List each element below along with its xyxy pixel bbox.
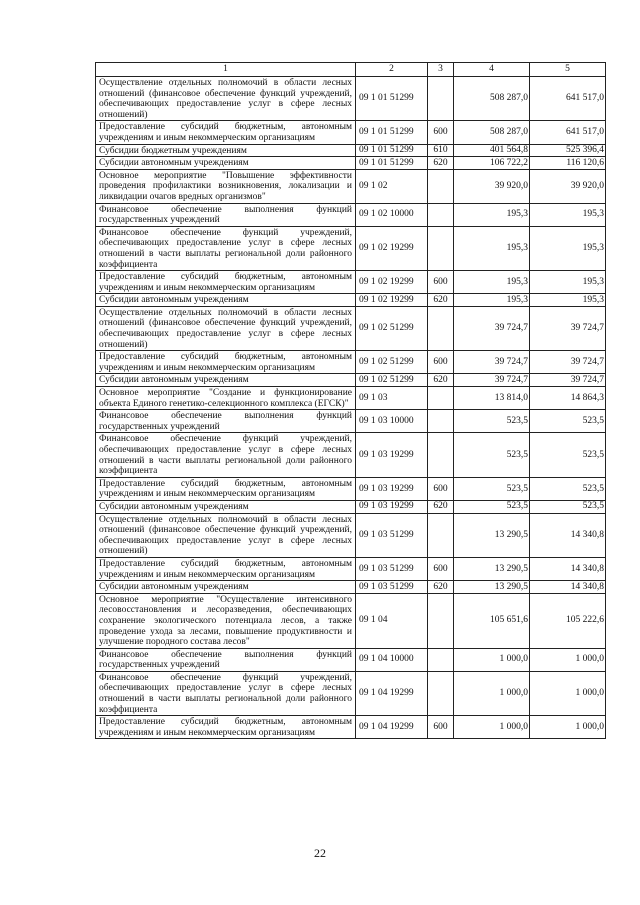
row-name: Субсидии бюджетным учреждениям xyxy=(96,144,356,157)
row-expense-type xyxy=(428,513,454,557)
row-name: Предоставление субсидий бюджетным, автономным учреждениям и иным некоммерческим организациям xyxy=(96,121,356,144)
row-code: 09 1 02 51299 xyxy=(356,306,428,350)
row-code: 09 1 04 19299 xyxy=(356,671,428,715)
header-row xyxy=(96,63,606,77)
row-code: 09 1 02 19299 xyxy=(356,294,428,307)
table-row xyxy=(96,716,606,739)
row-name: Финансовое обеспечение функций учреждений, обеспечивающих предоставление услуг в сфере лесных отношений в части выплаты региональной доли районного коэффициента xyxy=(96,433,356,477)
row-name: Основное мероприятие "Повышение эффективности проведения профилактики возникновения, локализации и ликвидации очагов вредных организмов" xyxy=(96,169,356,203)
row-code: 09 1 03 19299 xyxy=(356,500,428,513)
row-name: Финансовое обеспечение функций учреждений, обеспечивающих предоставление услуг в сфере лесных отношений в части выплаты региональной доли районного коэффициента xyxy=(96,671,356,715)
row-code: 09 1 04 19299 xyxy=(356,716,428,739)
row-amount-col4: 39 920,0 xyxy=(454,169,530,203)
row-expense-type xyxy=(428,387,454,410)
table-row xyxy=(96,671,606,715)
table-row xyxy=(96,306,606,350)
row-expense-type xyxy=(428,671,454,715)
row-amount-col5: 14 340,8 xyxy=(530,581,606,594)
table-row xyxy=(96,77,606,121)
row-name: Субсидии автономным учреждениям xyxy=(96,581,356,594)
row-amount-col4: 1 000,0 xyxy=(454,716,530,739)
row-code: 09 1 02 51299 xyxy=(356,374,428,387)
table-row xyxy=(96,203,606,226)
row-expense-type xyxy=(428,169,454,203)
row-amount-col4: 523,5 xyxy=(454,410,530,433)
row-amount-col5: 1 000,0 xyxy=(530,716,606,739)
row-expense-type xyxy=(428,306,454,350)
row-name: Осуществление отдельных полномочий в области лесных отношений (финансовое обеспечение функций учреждений, обеспечивающих предоставление услуг в сфере лесных отношений) xyxy=(96,306,356,350)
row-code: 09 1 03 19299 xyxy=(356,433,428,477)
row-amount-col4: 39 724,7 xyxy=(454,306,530,350)
row-expense-type xyxy=(428,433,454,477)
table-row xyxy=(96,169,606,203)
table-row xyxy=(96,477,606,500)
row-amount-col5: 105 222,6 xyxy=(530,593,606,648)
row-amount-col5: 14 340,8 xyxy=(530,513,606,557)
page-number: 22 xyxy=(314,846,326,860)
table-row xyxy=(96,433,606,477)
row-amount-col5: 14 340,8 xyxy=(530,557,606,580)
row-amount-col4: 1 000,0 xyxy=(454,671,530,715)
row-expense-type xyxy=(428,203,454,226)
row-amount-col5: 641 517,0 xyxy=(530,77,606,121)
row-code: 09 1 03 19299 xyxy=(356,477,428,500)
row-code: 09 1 01 51299 xyxy=(356,77,428,121)
row-amount-col4: 523,5 xyxy=(454,500,530,513)
row-amount-col5: 1 000,0 xyxy=(530,671,606,715)
row-amount-col4: 195,3 xyxy=(454,203,530,226)
row-amount-col5: 523,5 xyxy=(530,500,606,513)
row-name: Осуществление отдельных полномочий в области лесных отношений (финансовое обеспечение функций учреждений, обеспечивающих предоставление услуг в сфере лесных отношений) xyxy=(96,77,356,121)
row-expense-type xyxy=(428,226,454,270)
row-name: Осуществление отдельных полномочий в области лесных отношений (финансовое обеспечение функций учреждений, обеспечивающих предоставление услуг в сфере лесных отношений) xyxy=(96,513,356,557)
row-name: Субсидии автономным учреждениям xyxy=(96,374,356,387)
table-row xyxy=(96,271,606,294)
table-row xyxy=(96,226,606,270)
row-amount-col4: 508 287,0 xyxy=(454,121,530,144)
row-amount-col5: 195,3 xyxy=(530,294,606,307)
row-amount-col4: 523,5 xyxy=(454,477,530,500)
row-expense-type: 620 xyxy=(428,294,454,307)
header-col-3: 3 xyxy=(428,63,454,77)
row-amount-col4: 195,3 xyxy=(454,226,530,270)
table-row xyxy=(96,557,606,580)
row-amount-col5: 116 120,6 xyxy=(530,157,606,170)
row-amount-col5: 641 517,0 xyxy=(530,121,606,144)
row-code: 09 1 02 19299 xyxy=(356,226,428,270)
table-row xyxy=(96,387,606,410)
header-col-5: 5 xyxy=(530,63,606,77)
row-amount-col4: 39 724,7 xyxy=(454,374,530,387)
row-amount-col5: 39 920,0 xyxy=(530,169,606,203)
row-expense-type xyxy=(428,410,454,433)
row-code: 09 1 03 51299 xyxy=(356,513,428,557)
row-amount-col4: 401 564,8 xyxy=(454,144,530,157)
row-expense-type xyxy=(428,77,454,121)
table-row xyxy=(96,157,606,170)
row-amount-col5: 39 724,7 xyxy=(530,351,606,374)
row-amount-col4: 13 290,5 xyxy=(454,513,530,557)
row-code: 09 1 03 51299 xyxy=(356,557,428,580)
row-expense-type: 610 xyxy=(428,144,454,157)
row-name: Предоставление субсидий бюджетным, автономным учреждениям и иным некоммерческим организациям xyxy=(96,477,356,500)
row-code: 09 1 01 51299 xyxy=(356,121,428,144)
row-code: 09 1 01 51299 xyxy=(356,157,428,170)
row-amount-col4: 523,5 xyxy=(454,433,530,477)
row-expense-type xyxy=(428,593,454,648)
row-amount-col4: 106 722,2 xyxy=(454,157,530,170)
row-expense-type xyxy=(428,648,454,671)
budget-table xyxy=(95,62,606,739)
row-amount-col4: 195,3 xyxy=(454,294,530,307)
row-code: 09 1 03 51299 xyxy=(356,581,428,594)
table-row xyxy=(96,593,606,648)
row-expense-type: 600 xyxy=(428,716,454,739)
row-code: 09 1 03 10000 xyxy=(356,410,428,433)
row-amount-col5: 523,5 xyxy=(530,433,606,477)
row-amount-col4: 13 290,5 xyxy=(454,581,530,594)
row-amount-col5: 195,3 xyxy=(530,203,606,226)
row-name: Предоставление субсидий бюджетным, автономным учреждениям и иным некоммерческим организациям xyxy=(96,716,356,739)
row-amount-col5: 39 724,7 xyxy=(530,306,606,350)
row-name: Финансовое обеспечение функций учреждений, обеспечивающих предоставление услуг в сфере лесных отношений в части выплаты региональной доли районного коэффициента xyxy=(96,226,356,270)
table-row xyxy=(96,513,606,557)
row-amount-col5: 39 724,7 xyxy=(530,374,606,387)
row-name: Предоставление субсидий бюджетным, автономным учреждениям и иным некоммерческим организациям xyxy=(96,557,356,580)
row-expense-type: 620 xyxy=(428,374,454,387)
row-expense-type: 600 xyxy=(428,477,454,500)
row-amount-col4: 39 724,7 xyxy=(454,351,530,374)
row-expense-type: 600 xyxy=(428,121,454,144)
row-amount-col4: 13 290,5 xyxy=(454,557,530,580)
row-name: Финансовое обеспечение выполнения функций государственных учреждений xyxy=(96,648,356,671)
row-name: Основное мероприятие "Осуществление интенсивного лесовосстановления и лесоразведения, обеспечивающих сохранение экологического потенциала лесов, а также проведение ухода за лесами, повышение продуктивности и улучшение породного состава лесов" xyxy=(96,593,356,648)
header-col-2: 2 xyxy=(356,63,428,77)
row-code: 09 1 02 51299 xyxy=(356,351,428,374)
row-code: 09 1 02 xyxy=(356,169,428,203)
row-expense-type: 620 xyxy=(428,157,454,170)
header-col-4: 4 xyxy=(454,63,530,77)
row-expense-type: 600 xyxy=(428,557,454,580)
table-row xyxy=(96,294,606,307)
row-code: 09 1 04 10000 xyxy=(356,648,428,671)
row-name: Субсидии автономным учреждениям xyxy=(96,157,356,170)
row-name: Основное мероприятие "Создание и функционирование объекта Единого генетико-селекционного комплекса (ЕГСК)" xyxy=(96,387,356,410)
row-name: Финансовое обеспечение выполнения функций государственных учреждений xyxy=(96,410,356,433)
row-name: Предоставление субсидий бюджетным, автономным учреждениям и иным некоммерческим организациям xyxy=(96,351,356,374)
row-amount-col5: 1 000,0 xyxy=(530,648,606,671)
row-amount-col4: 1 000,0 xyxy=(454,648,530,671)
row-code: 09 1 01 51299 xyxy=(356,144,428,157)
row-name: Предоставление субсидий бюджетным, автономным учреждениям и иным некоммерческим организациям xyxy=(96,271,356,294)
row-code: 09 1 02 19299 xyxy=(356,271,428,294)
table-row xyxy=(96,121,606,144)
row-code: 09 1 04 xyxy=(356,593,428,648)
row-amount-col5: 195,3 xyxy=(530,226,606,270)
row-amount-col4: 105 651,6 xyxy=(454,593,530,648)
row-expense-type: 600 xyxy=(428,351,454,374)
row-amount-col5: 525 396,4 xyxy=(530,144,606,157)
row-name: Финансовое обеспечение выполнения функций государственных учреждений xyxy=(96,203,356,226)
table-row xyxy=(96,351,606,374)
table-row xyxy=(96,374,606,387)
row-name: Субсидии автономным учреждениям xyxy=(96,500,356,513)
row-amount-col5: 195,3 xyxy=(530,271,606,294)
row-amount-col4: 195,3 xyxy=(454,271,530,294)
table-row xyxy=(96,581,606,594)
row-code: 09 1 03 xyxy=(356,387,428,410)
table-row xyxy=(96,648,606,671)
row-amount-col5: 523,5 xyxy=(530,410,606,433)
table-row xyxy=(96,144,606,157)
row-amount-col4: 508 287,0 xyxy=(454,77,530,121)
row-expense-type: 620 xyxy=(428,500,454,513)
row-expense-type: 600 xyxy=(428,271,454,294)
row-code: 09 1 02 10000 xyxy=(356,203,428,226)
row-amount-col5: 14 864,3 xyxy=(530,387,606,410)
row-amount-col4: 13 814,0 xyxy=(454,387,530,410)
table-row xyxy=(96,410,606,433)
header-col-1: 1 xyxy=(96,63,356,77)
row-expense-type: 620 xyxy=(428,581,454,594)
row-amount-col5: 523,5 xyxy=(530,477,606,500)
table-row xyxy=(96,500,606,513)
row-name: Субсидии автономным учреждениям xyxy=(96,294,356,307)
